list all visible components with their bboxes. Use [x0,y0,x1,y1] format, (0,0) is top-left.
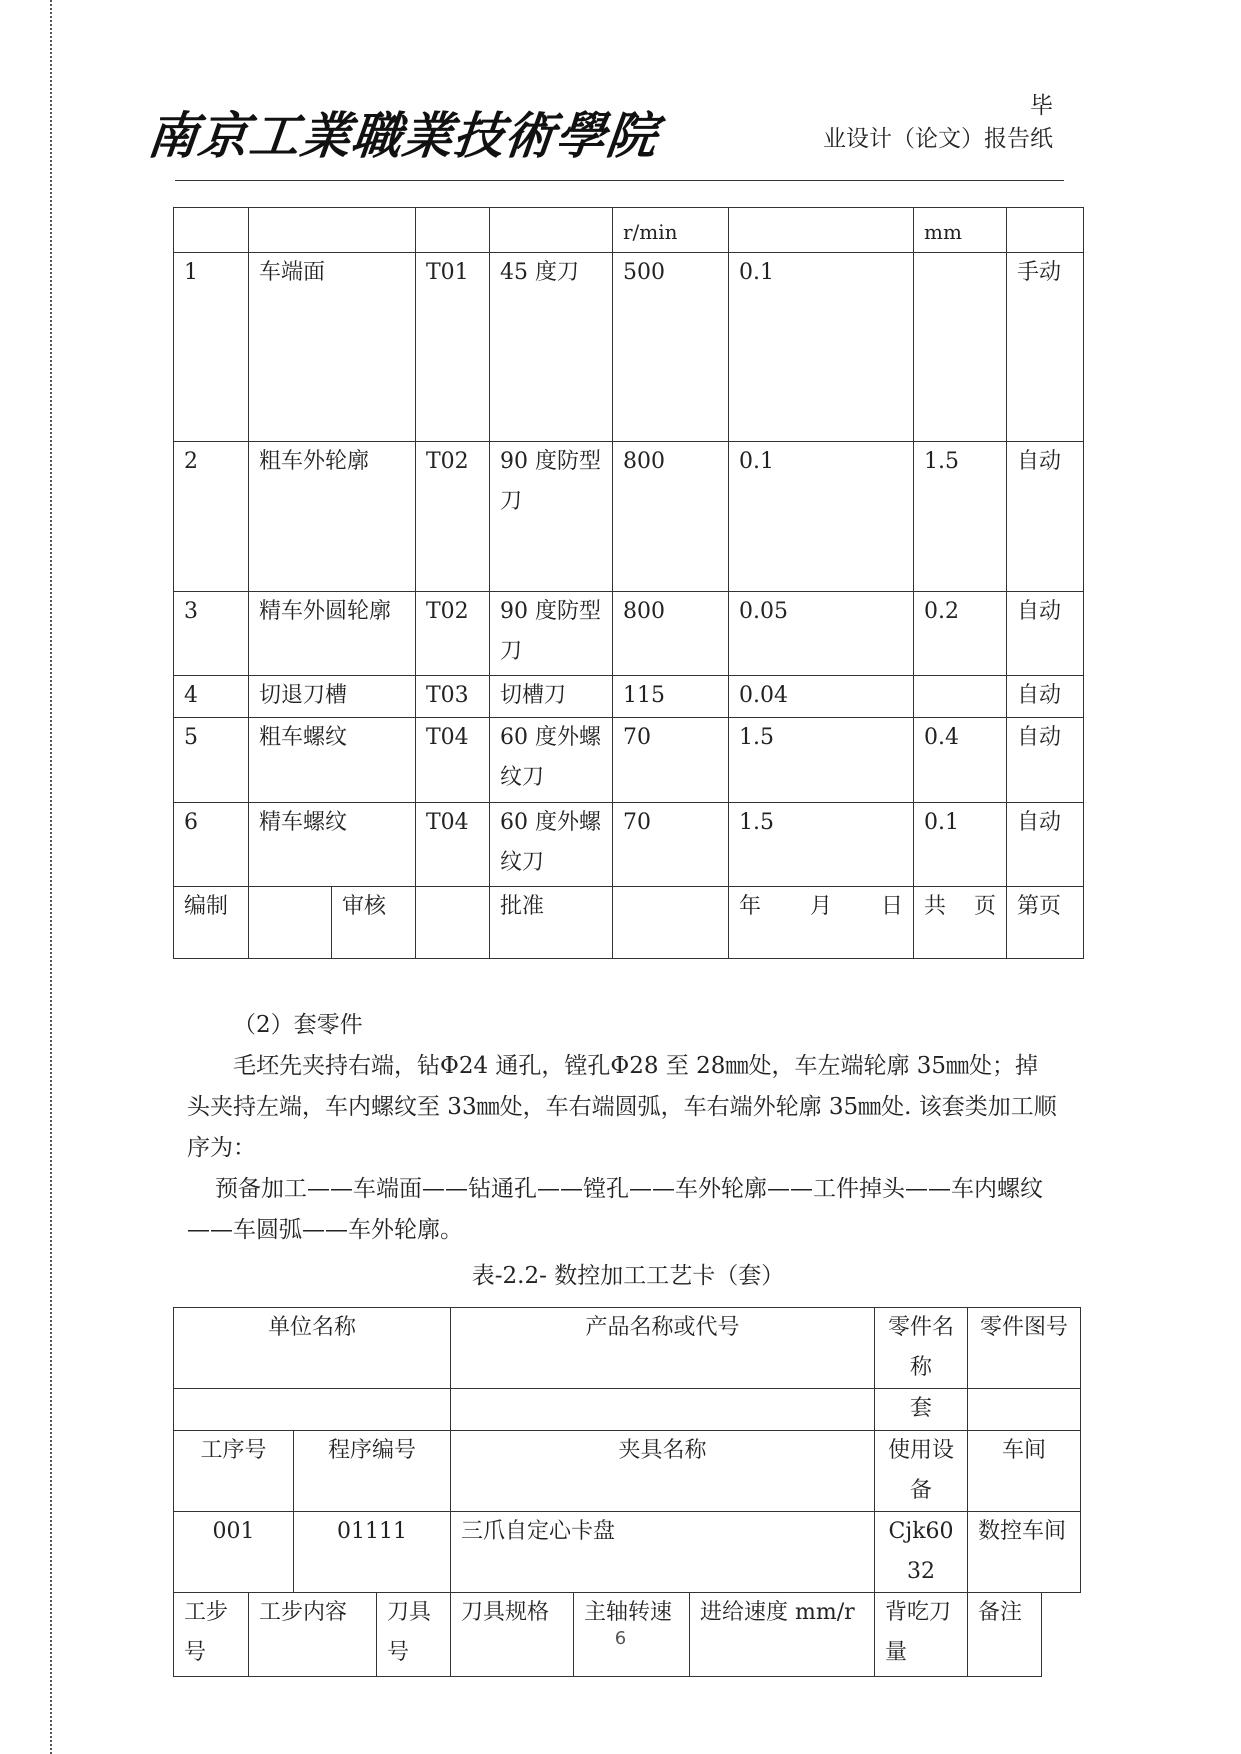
tool-no: T03 [416,676,490,718]
part-name-header: 零件名称 [875,1308,968,1389]
compiled-value [249,887,332,959]
feed-rate: 0.1 [729,442,914,592]
page-label: 页 [973,894,996,919]
fixture-value: 三爪自定心卡盘 [451,1512,875,1593]
remarks: 自动 [1007,676,1084,718]
step-no: 1 [174,253,249,442]
spindle-speed-header: 主轴转速 [574,1593,690,1677]
section-paragraph-2: 预备加工——车端面——钻通孔——镗孔——车外轮廓——工件掉头——车内螺纹——车圆弧——车外轮廓。 [187,1176,1043,1243]
step-no: 6 [174,803,249,887]
table-row [174,1389,1081,1431]
table-cell: r/min [613,208,729,253]
page-no-cell: 第页 [1007,887,1084,959]
compiled-label: 编制 [174,887,249,959]
total-pages-cell [914,887,1007,959]
process-no-header: 工序号 [174,1431,294,1512]
cut-depth [914,676,1007,718]
tool-spec: 60 度外螺纹刀 [490,803,613,887]
feed-rate: 0.05 [729,592,914,676]
step-content: 粗车螺纹 [249,718,416,803]
spindle-speed: 70 [613,718,729,803]
tool-spec: 60 度外螺纹刀 [490,718,613,803]
table-row [174,253,1084,442]
process-card-table-continued [173,207,1084,959]
part-name-value: 套 [875,1389,968,1431]
step-content: 精车外圆轮廓 [249,592,416,676]
feed-rate-header: 进给速度 mm/r [690,1593,875,1677]
table-row [174,1431,1081,1512]
step-content: 精车螺纹 [249,803,416,887]
remarks: 自动 [1007,718,1084,803]
tool-no-header: 刀具号 [377,1593,451,1677]
unit-row [174,208,1084,253]
remarks: 自动 [1007,803,1084,887]
feed-rate: 0.04 [729,676,914,718]
tool-no: T02 [416,442,490,592]
cut-depth-header: 背吃刀量 [875,1593,968,1677]
table-cell [174,208,249,253]
step-no: 4 [174,676,249,718]
tool-no: T04 [416,803,490,887]
reviewed-label: 审核 [332,887,416,959]
table-cell [416,208,490,253]
remarks: 手动 [1007,253,1084,442]
cut-depth: 0.4 [914,718,1007,803]
table-cell [729,208,914,253]
cut-depth: 0.2 [914,592,1007,676]
step-content-header: 工步内容 [249,1593,377,1677]
workshop-header: 车间 [968,1431,1081,1512]
table-cell [1007,208,1084,253]
feed-rate: 1.5 [729,718,914,803]
spindle-speed: 800 [613,592,729,676]
spindle-speed: 500 [613,253,729,442]
tool-spec-header: 刀具规格 [451,1593,574,1677]
feed-rate: 0.1 [729,253,914,442]
tool-spec: 切槽刀 [490,676,613,718]
table-row [174,442,1084,592]
spindle-speed: 70 [613,803,729,887]
step-content: 切退刀槽 [249,676,416,718]
table-row [174,718,1084,803]
table-cell: mm [914,208,1007,253]
month-label: 月 [809,894,832,919]
product-name-value [451,1389,875,1431]
cut-depth: 0.1 [914,803,1007,887]
approved-label: 批准 [490,887,613,959]
part-drawing-no-header: 零件图号 [968,1308,1081,1389]
process-card-table-sleeve [173,1307,1081,1677]
table-row [174,1512,1081,1593]
tool-spec: 90 度防型刀 [490,592,613,676]
table-cell [249,208,416,253]
binding-dotted-line [50,0,52,1754]
remarks-header: 备注 [968,1593,1042,1677]
step-no: 2 [174,442,249,592]
table-row [174,592,1084,676]
cut-depth [914,253,1007,442]
spindle-speed: 800 [613,442,729,592]
subtitle-line-1: 毕 [1030,93,1053,119]
school-logo-text: 南京工業職業技術學院 [144,106,661,165]
product-name-header: 产品名称或代号 [451,1308,875,1389]
cut-depth: 1.5 [914,442,1007,592]
remarks: 自动 [1007,442,1084,592]
total-label: 共 [924,894,947,919]
section-paragraph-1: 毛坯先夹持右端，钻Φ24 通孔，镗孔Φ28 至 28㎜处，车左端轮廓 35㎜处；掉头夹持左端，车内螺纹至 33㎜处，车右端圆弧，车右端外轮廓 35㎜处. 该套类加工顺序为： [187,1053,1057,1161]
date-cell [729,887,914,959]
reviewed-value [416,887,490,959]
step-content: 车端面 [249,253,416,442]
step-content: 粗车外轮廓 [249,442,416,592]
tool-no: T04 [416,718,490,803]
equipment-header: 使用设备 [875,1431,968,1512]
signoff-row [174,887,1084,959]
table-row [174,803,1084,887]
step-no: 3 [174,592,249,676]
day-label: 日 [880,894,903,919]
table-caption: 表-2.2- 数控加工工艺卡（套） [471,1263,785,1289]
table-row [174,1308,1081,1389]
year-label: 年 [739,894,762,919]
fixture-name-header: 夹具名称 [451,1431,875,1512]
step-no: 5 [174,718,249,803]
program-no-value: 01111 [294,1512,451,1593]
unit-name-value [174,1389,451,1431]
workshop-value: 数控车间 [968,1512,1081,1593]
header-subtitle [793,90,1053,156]
table-cell [490,208,613,253]
table-row [174,676,1084,718]
step-no-header: 工步号 [174,1593,249,1677]
section-heading: （2）套零件 [233,1012,363,1038]
subtitle-line-2: 业设计（论文）报告纸 [823,126,1053,152]
tool-spec: 90 度防型刀 [490,442,613,592]
spindle-speed: 115 [613,676,729,718]
page-number: 6 [614,1628,627,1649]
tool-no: T01 [416,253,490,442]
process-no-value: 001 [174,1512,294,1593]
unit-name-header: 单位名称 [174,1308,451,1389]
remarks: 自动 [1007,592,1084,676]
equipment-value: Cjk6032 [875,1512,968,1593]
part-drawing-no-value [968,1389,1081,1431]
tool-no: T02 [416,592,490,676]
feed-rate: 1.5 [729,803,914,887]
program-no-header: 程序编号 [294,1431,451,1512]
header-divider [175,180,1064,181]
tool-spec: 45 度刀 [490,253,613,442]
approved-value [613,887,729,959]
